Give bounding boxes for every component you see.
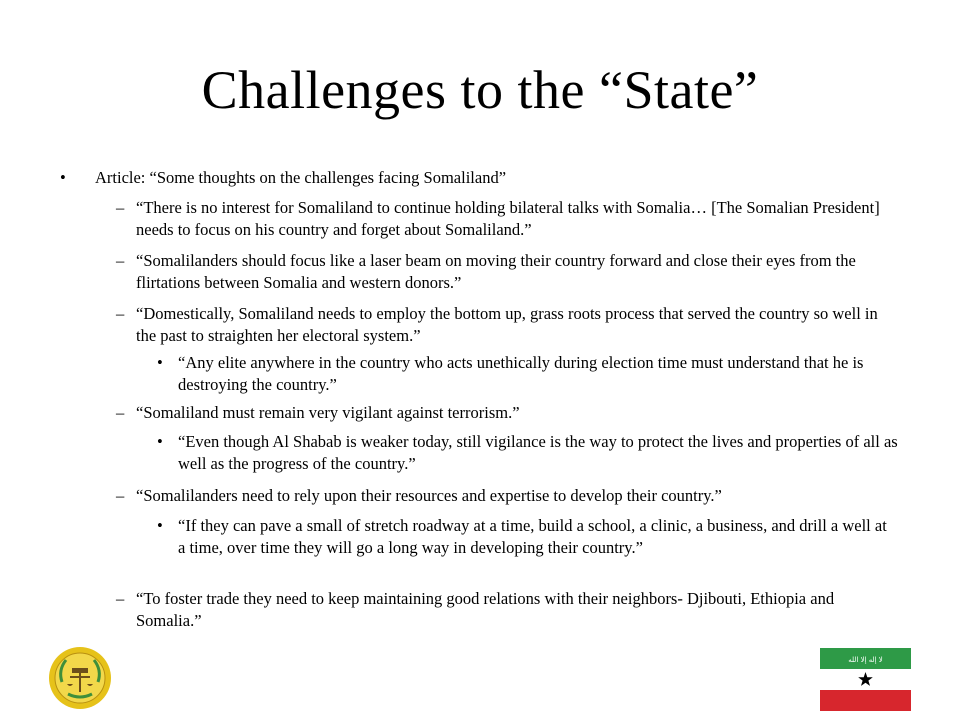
- seal-bird-body: [72, 668, 88, 673]
- quote-item: “Somalilanders should focus like a laser beam on moving their country forward and close their eyes from the flirtations between Somalia and western donors.”: [136, 251, 856, 292]
- article-bullet: Article: “Some thoughts on the challenges facing Somaliland”: [95, 168, 507, 187]
- quote-item: “There is no interest for Somaliland to continue holding bilateral talks with Somalia… [The Somalian President] needs to focus on his country and forget about Somaliland.”: [136, 198, 880, 239]
- dash-marker: –: [116, 198, 125, 217]
- sub-quote-item: “Any elite anywhere in the country who acts unethically during election time must understand that he is destroying the country.”: [178, 353, 864, 394]
- dash-marker: –: [116, 403, 125, 422]
- slide-title: Challenges to the “State”: [201, 60, 759, 120]
- somaliland-seal-logo: [48, 646, 112, 710]
- somaliland-flag: [820, 648, 911, 711]
- sub-quote-item: “If they can pave a small of stretch roadway at a time, build a school, a clinic, a business, and drill a well at a time, over time they will go a long way in developing their country.”: [178, 516, 887, 557]
- sub-bullet-marker: •: [157, 516, 163, 535]
- sub-bullet-marker: •: [157, 432, 163, 451]
- quote-item: “Domestically, Somaliland needs to employ the bottom up, grass roots process that served the country so well in the past to straighten her electoral system.”: [136, 304, 878, 345]
- quote-item: “Somalilanders need to rely upon their resources and expertise to develop their country.”: [136, 486, 722, 505]
- dash-marker: –: [116, 589, 125, 608]
- quote-item: “To foster trade they need to keep maintaining good relations with their neighbors- Djibouti, Ethiopia and Somalia.”: [136, 589, 835, 630]
- flag-script-text: لا إله إلا الله: [848, 656, 883, 664]
- dash-marker: –: [116, 486, 125, 505]
- flag-red-stripe: [820, 690, 911, 711]
- bullet-marker: •: [60, 168, 66, 187]
- sub-quote-item: “Even though Al Shabab is weaker today, still vigilance is the way to protect the lives and properties of all as well as the progress of the country.”: [178, 432, 898, 473]
- sub-bullet-marker: •: [157, 353, 163, 372]
- dash-marker: –: [116, 251, 125, 270]
- dash-marker: –: [116, 304, 125, 323]
- quote-item: “Somaliland must remain very vigilant against terrorism.”: [136, 403, 520, 422]
